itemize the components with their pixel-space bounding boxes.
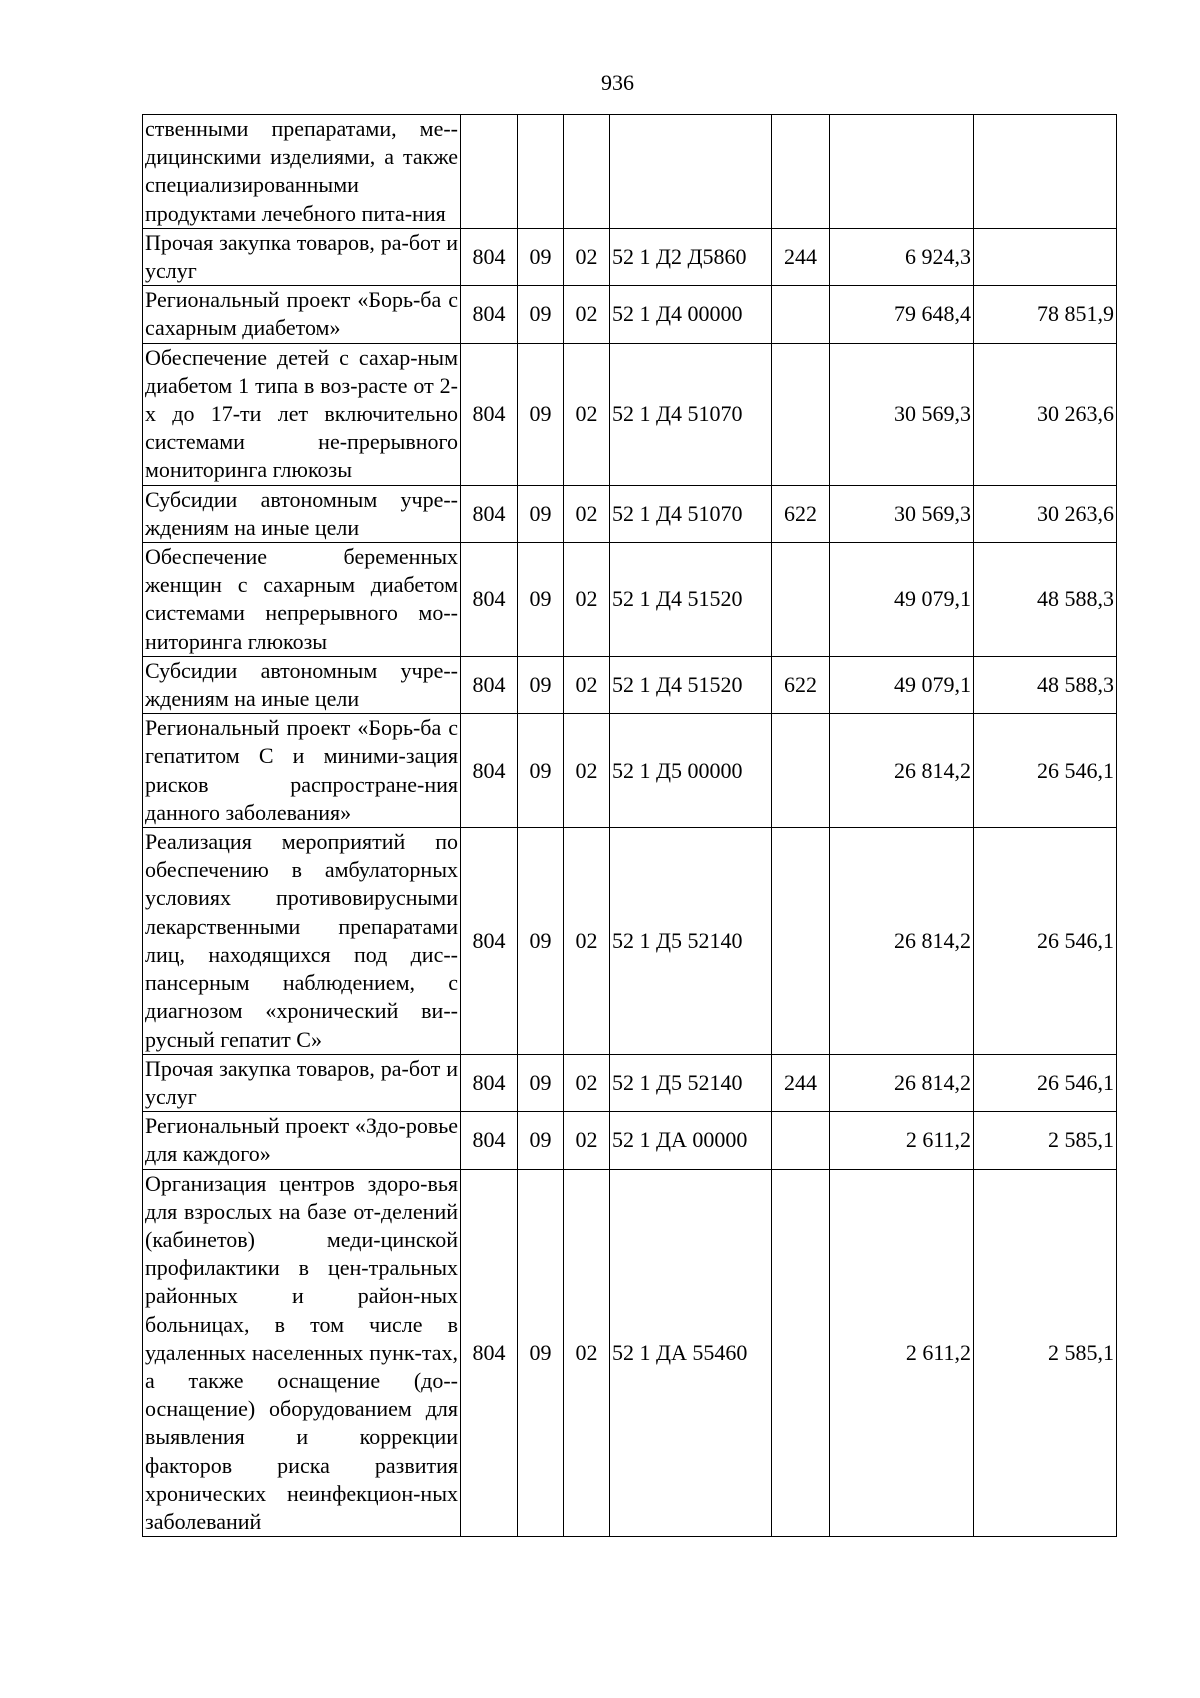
cell-amount-year-1: 26 814,2 [830,1054,974,1111]
cell-name: Прочая закупка товаров, ра-бот и услуг [143,228,461,285]
cell-amount-year-2: 26 546,1 [974,828,1117,1055]
cell-amount-year-2: 78 851,9 [974,286,1117,343]
cell-section [518,115,564,229]
cell-section: 09 [518,1169,564,1537]
cell-expense-type: 244 [772,1054,830,1111]
cell-target-article: 52 1 ДА 00000 [610,1112,772,1169]
cell-amount-year-2: 2 585,1 [974,1169,1117,1537]
cell-ministry-code: 804 [461,656,518,713]
cell-amount-year-2: 2 585,1 [974,1112,1117,1169]
cell-amount-year-2: 48 588,3 [974,543,1117,657]
cell-amount-year-2: 30 263,6 [974,343,1117,485]
cell-expense-type [772,115,830,229]
cell-expense-type: 622 [772,485,830,542]
cell-subsection: 02 [564,485,610,542]
table-row [143,1169,1117,1537]
cell-expense-type [772,343,830,485]
cell-name: Региональный проект «Здо-ровье для каждого» [143,1112,461,1169]
cell-ministry-code: 804 [461,286,518,343]
cell-amount-year-1: 79 648,4 [830,286,974,343]
cell-expense-type: 244 [772,228,830,285]
table-row [143,714,1117,828]
cell-name: Региональный проект «Борь-ба с гепатитом С и миними-зация рисков распростране-ния данного заболевания» [143,714,461,828]
cell-ministry-code: 804 [461,543,518,657]
cell-amount-year-1: 30 569,3 [830,343,974,485]
table-row [143,286,1117,343]
cell-ministry-code: 804 [461,1112,518,1169]
cell-amount-year-2: 26 546,1 [974,714,1117,828]
cell-name: Обеспечение детей с сахар-ным диабетом 1 типа в воз-расте от 2-х до 17-ти лет включительно системами не-прерывного мониторинга глюкозы [143,343,461,485]
cell-name: Региональный проект «Борь-ба с сахарным диабетом» [143,286,461,343]
cell-expense-type [772,286,830,343]
cell-target-article: 52 1 ДА 55460 [610,1169,772,1537]
cell-amount-year-2: 26 546,1 [974,1054,1117,1111]
cell-section: 09 [518,485,564,542]
cell-subsection: 02 [564,343,610,485]
table-row [143,115,1117,229]
cell-subsection: 02 [564,228,610,285]
cell-name: Прочая закупка товаров, ра-бот и услуг [143,1054,461,1111]
cell-section: 09 [518,656,564,713]
table-row [143,656,1117,713]
page-number: 936 [601,70,634,95]
table-row [143,828,1117,1055]
cell-ministry-code: 804 [461,485,518,542]
cell-amount-year-1: 26 814,2 [830,828,974,1055]
cell-amount-year-1 [830,115,974,229]
cell-amount-year-1: 26 814,2 [830,714,974,828]
cell-ministry-code: 804 [461,1054,518,1111]
cell-section: 09 [518,828,564,1055]
cell-expense-type [772,543,830,657]
cell-ministry-code: 804 [461,1169,518,1537]
cell-section: 09 [518,228,564,285]
cell-name: Организация центров здоро-вья для взрослых на базе от-делений (кабинетов) меди-цинской профилактики в цен-тральных районных и район-ных больницах, в том числе в удаленных населенных пунк-тах, а также оснащение (до-оснащение) оборудованием для выявления и коррекции факторов риска развития хронических неинфекцион-ных заболеваний [143,1169,461,1537]
table-row [143,1054,1117,1111]
cell-subsection: 02 [564,543,610,657]
cell-amount-year-1: 6 924,3 [830,228,974,285]
cell-expense-type [772,1112,830,1169]
cell-target-article: 52 1 Д5 52140 [610,1054,772,1111]
cell-target-article: 52 1 Д4 51520 [610,656,772,713]
cell-amount-year-1: 30 569,3 [830,485,974,542]
cell-name: ственными препаратами, ме-дицинскими изделиями, а также специализированными продуктами лечебного пита-ния [143,115,461,229]
cell-amount-year-1: 2 611,2 [830,1169,974,1537]
cell-ministry-code [461,115,518,229]
cell-target-article: 52 1 Д4 51520 [610,543,772,657]
cell-target-article: 52 1 Д4 00000 [610,286,772,343]
cell-target-article: 52 1 Д5 52140 [610,828,772,1055]
cell-section: 09 [518,1054,564,1111]
table-row [143,228,1117,285]
cell-amount-year-1: 49 079,1 [830,543,974,657]
cell-amount-year-2 [974,115,1117,229]
cell-amount-year-2: 48 588,3 [974,656,1117,713]
budget-table [142,114,1117,1537]
cell-target-article: 52 1 Д4 51070 [610,343,772,485]
cell-amount-year-1: 2 611,2 [830,1112,974,1169]
cell-name: Обеспечение беременных женщин с сахарным диабетом системами непрерывного мо-ниторинга глюкозы [143,543,461,657]
table-row [143,543,1117,657]
table-row [143,343,1117,485]
cell-section: 09 [518,286,564,343]
cell-name: Субсидии автономным учре-ждениям на иные цели [143,485,461,542]
cell-subsection: 02 [564,286,610,343]
cell-ministry-code: 804 [461,714,518,828]
cell-target-article [610,115,772,229]
cell-expense-type: 622 [772,656,830,713]
cell-subsection: 02 [564,1112,610,1169]
cell-subsection [564,115,610,229]
cell-subsection: 02 [564,714,610,828]
cell-section: 09 [518,543,564,657]
cell-subsection: 02 [564,828,610,1055]
cell-section: 09 [518,343,564,485]
cell-expense-type [772,1169,830,1537]
cell-target-article: 52 1 Д2 Д5860 [610,228,772,285]
table-row [143,1112,1117,1169]
cell-ministry-code: 804 [461,828,518,1055]
cell-amount-year-1: 49 079,1 [830,656,974,713]
cell-expense-type [772,828,830,1055]
cell-ministry-code: 804 [461,343,518,485]
cell-expense-type [772,714,830,828]
cell-name: Субсидии автономным учре-ждениям на иные цели [143,656,461,713]
cell-subsection: 02 [564,1054,610,1111]
table-body [143,115,1117,1537]
cell-amount-year-2: 30 263,6 [974,485,1117,542]
cell-subsection: 02 [564,656,610,713]
cell-amount-year-2 [974,228,1117,285]
table-row [143,485,1117,542]
cell-target-article: 52 1 Д4 51070 [610,485,772,542]
cell-target-article: 52 1 Д5 00000 [610,714,772,828]
cell-subsection: 02 [564,1169,610,1537]
cell-section: 09 [518,1112,564,1169]
cell-section: 09 [518,714,564,828]
cell-ministry-code: 804 [461,228,518,285]
cell-name: Реализация мероприятий по обеспечению в амбулаторных условиях противовирусными лекарственными препаратами лиц, находящихся под дис-пансерным наблюдением, с диагнозом «хронический ви-русный гепатит С» [143,828,461,1055]
